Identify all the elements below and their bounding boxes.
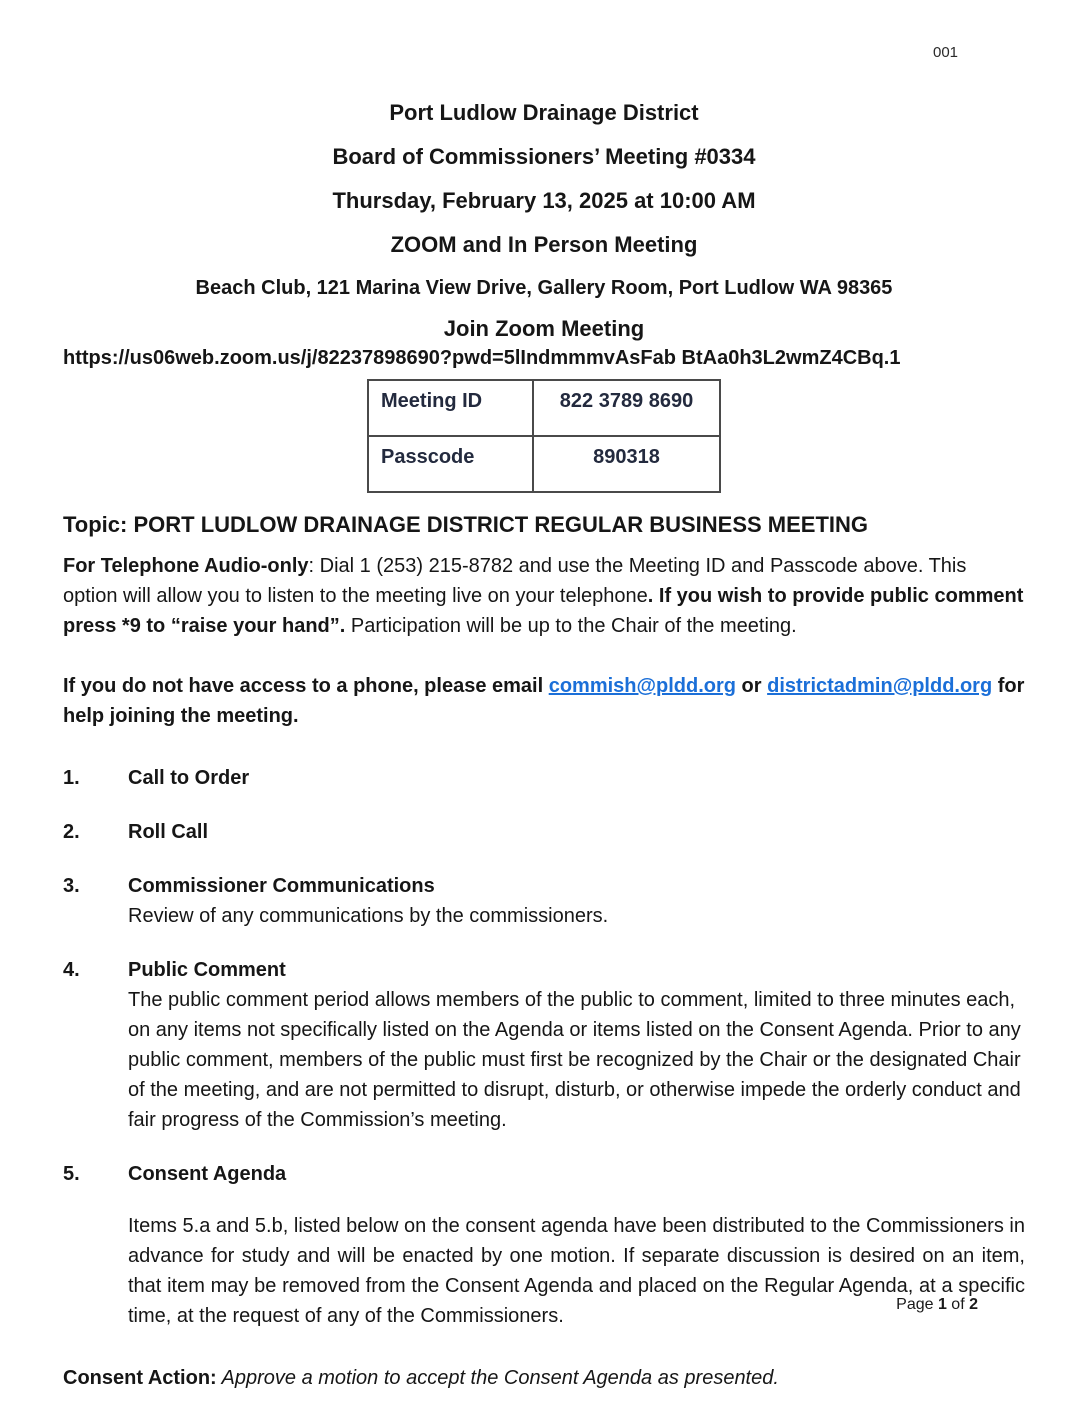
agenda-item-title: Roll Call: [128, 821, 209, 843]
email-text-2: or: [736, 675, 768, 697]
footer-of-word: of: [946, 1296, 970, 1313]
agenda-item-body: Review of any communications by the commissioners.: [128, 905, 609, 927]
passcode-value: 890318: [533, 436, 720, 492]
topic-heading: Topic: PORT LUDLOW DRAINAGE DISTRICT REGULAR BUSINESS MEETING: [63, 512, 869, 537]
table-row: [368, 380, 720, 436]
consent-action-line: [63, 1363, 1025, 1393]
agenda-item-call-to-order: [63, 763, 1025, 793]
agenda-item-title: Call to Order: [128, 767, 250, 789]
agenda-item-public-comment: [63, 955, 1025, 1135]
meeting-address: Beach Club, 121 Marina View Drive, Gallery Room, Port Ludlow WA 98365: [195, 277, 893, 299]
footer-current-page: 1: [937, 1296, 947, 1313]
consent-action-text: Approve a motion to accept the Consent Agenda as presented.: [216, 1367, 779, 1389]
footer-page-word: Page: [896, 1296, 938, 1313]
page-footer: [896, 1296, 978, 1314]
email-text-3: for help joining the meeting.: [63, 675, 1025, 727]
agenda-item-number: 5.: [63, 1163, 80, 1185]
agenda-item-title: Consent Agenda: [128, 1163, 287, 1185]
agenda-item-commissioner-communications: [63, 871, 1025, 931]
agenda-item-title: Public Comment: [128, 959, 286, 981]
email-help-paragraph: [63, 671, 1025, 731]
agenda-list: [63, 763, 1025, 1331]
doc-title-organization: Port Ludlow Drainage District: [389, 100, 699, 125]
telephone-instructions-paragraph: [63, 551, 1025, 641]
consent-action-label: Consent Action:: [63, 1367, 217, 1389]
doc-title-meeting-mode: ZOOM and In Person Meeting: [390, 232, 698, 257]
agenda-item-number: 3.: [63, 875, 80, 897]
telephone-normal-2: Participation will be up to the Chair of the meeting.: [345, 615, 797, 637]
doc-title-meeting-number: Board of Commissioners’ Meeting #0334: [332, 144, 756, 169]
telephone-normal-1: : Dial 1 (253) 215-8782 and use the Meeting ID and Passcode above. This option will allow you to listen to the meeting live on your telephone: [63, 555, 967, 607]
join-zoom-heading: Join Zoom Meeting: [443, 316, 645, 341]
passcode-label: Passcode: [368, 436, 533, 492]
agenda-item-number: 4.: [63, 959, 80, 981]
agenda-item-title: Commissioner Communications: [128, 875, 435, 897]
table-row: [368, 436, 720, 492]
agenda-item-roll-call: [63, 817, 1025, 847]
agenda-item-number: 1.: [63, 767, 80, 789]
footer-total-pages: 2: [969, 1296, 978, 1313]
zoom-meeting-url[interactable]: https://us06web.zoom.us/j/82237898690?pwd=5lIndmmmvAsFab BtAa0h3L2wmZ4CBq.1: [63, 347, 901, 369]
districtadmin-email-link[interactable]: districtadmin@pldd.org: [767, 675, 993, 697]
scan-page-number: 001: [933, 44, 959, 61]
agenda-item-body: The public comment period allows members of the public to comment, limited to three minutes each, on any items not specifically listed on the Agenda or items listed on the Consent Agenda. Prior to any public comment, members of the public must first be recognized by the Chair or the designated Chair of the meeting, and are not permitted to disrupt, disturb, or otherwise impede the orderly conduct and fair progress of the Commission’s meeting.: [128, 989, 1021, 1131]
agenda-item-number: 2.: [63, 821, 80, 843]
meeting-id-value: 822 3789 8690: [533, 380, 720, 436]
agenda-item-consent-agenda: [63, 1159, 1025, 1331]
telephone-bold-lead: For Telephone Audio-only: [63, 555, 309, 577]
doc-title-date-time: Thursday, February 13, 2025 at 10:00 AM: [332, 188, 756, 213]
zoom-credentials-table: [367, 379, 721, 493]
email-text-1: If you do not have access to a phone, please email: [63, 675, 549, 697]
commish-email-link[interactable]: commish@pldd.org: [548, 675, 736, 697]
agenda-item-body: Items 5.a and 5.b, listed below on the consent agenda have been distributed to the Commissioners in advance for study and will be enacted by one motion. If separate discussion is desired on an item, that item may be removed from the Consent Agenda and placed on the Regular Agenda, at a specific time, at the request of any of the Commissioners.: [128, 1215, 1025, 1327]
telephone-bold-2: . If you wish to provide public comment press *9 to “raise your hand”.: [63, 585, 1024, 637]
meeting-id-label: Meeting ID: [368, 380, 533, 436]
